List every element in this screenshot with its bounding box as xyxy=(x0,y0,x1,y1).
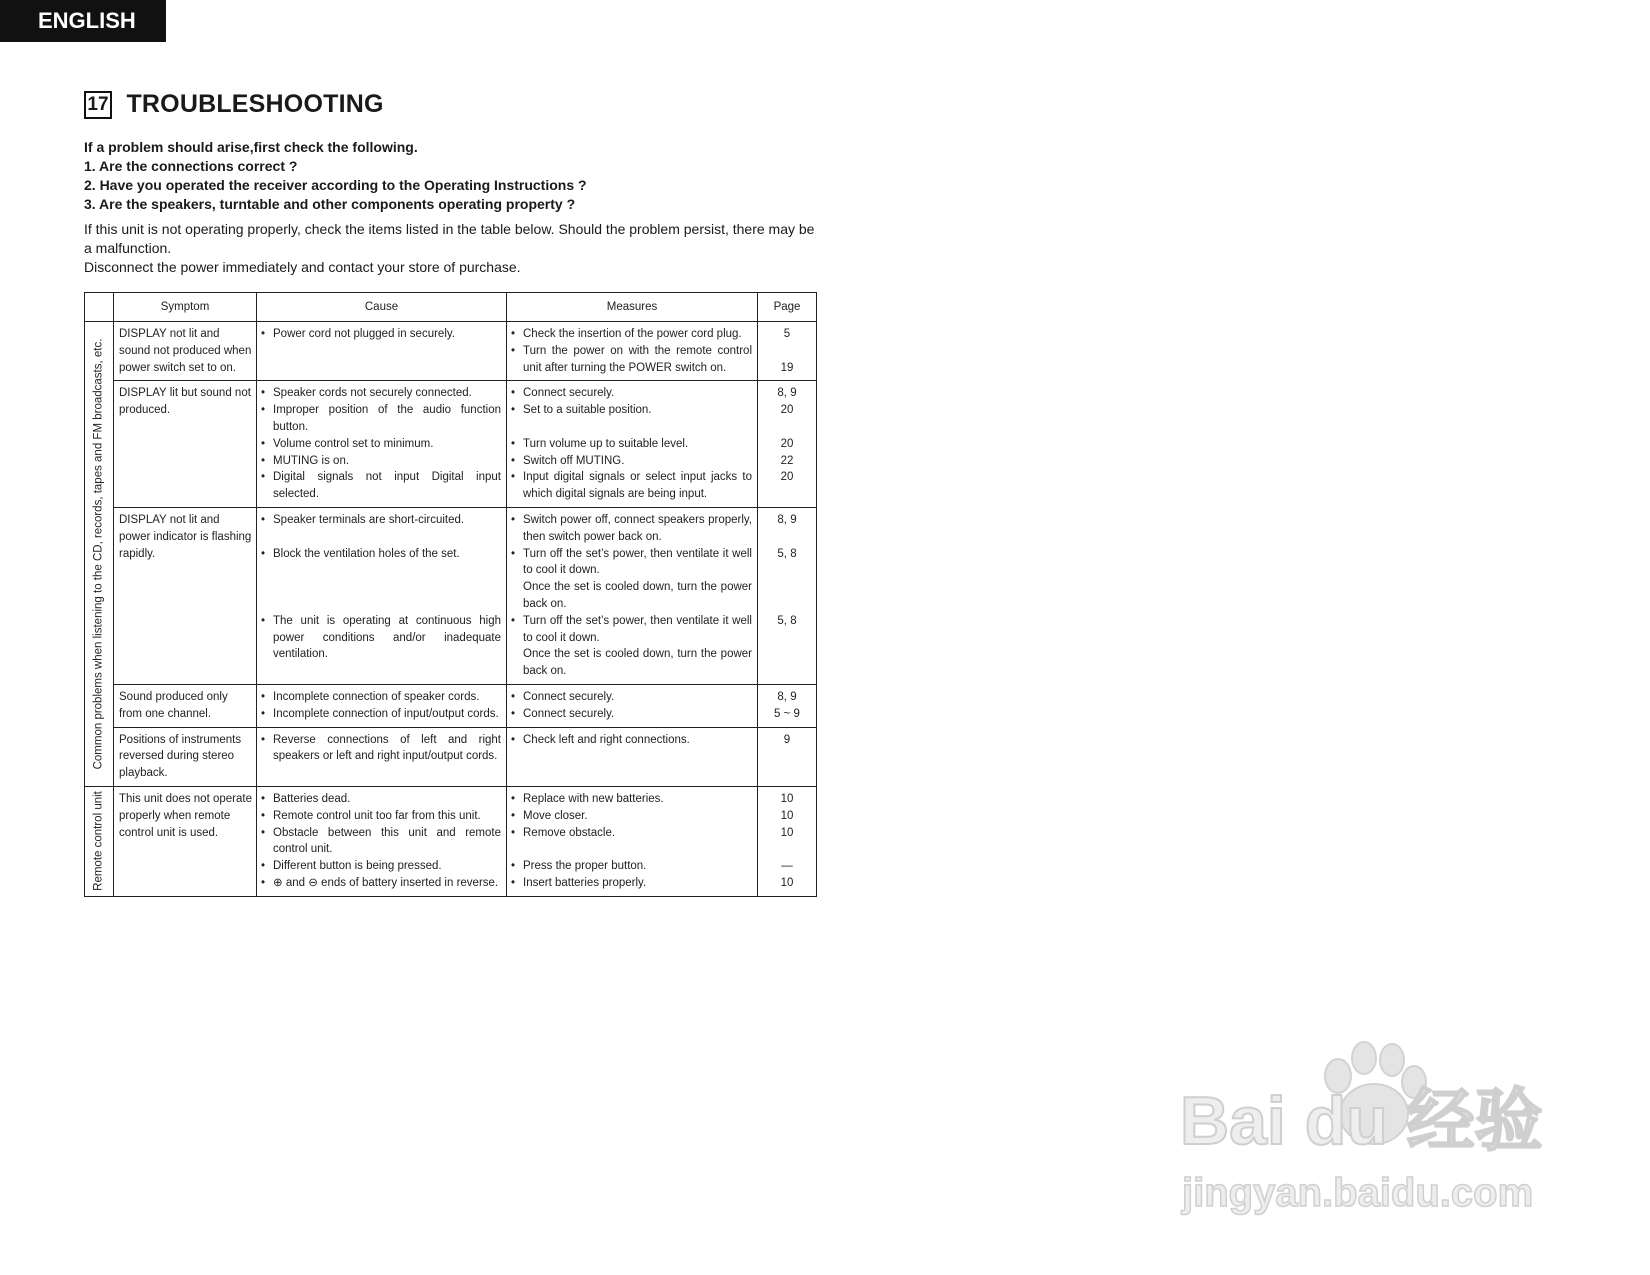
page-ref: 9 xyxy=(783,733,791,746)
cause-cell xyxy=(257,727,507,786)
group-label-text: Remote control unit xyxy=(92,791,105,892)
measure-item: • Connect securely. xyxy=(511,387,615,400)
cause-cell xyxy=(257,507,507,684)
measure-item: • Replace with new batteries. xyxy=(511,792,664,805)
measure-item: • Check left and right connections. xyxy=(511,733,690,746)
measure-item: • Set to a suitable position. xyxy=(511,404,652,417)
header-measures: Measures xyxy=(507,293,758,322)
measure-item: • Check the insertion of the power cord plug. xyxy=(511,328,742,340)
intro-text xyxy=(84,220,820,277)
symptom-cell: Positions of instruments reversed during stereo playback. xyxy=(114,727,257,786)
page-ref: 5, 8 xyxy=(777,547,797,560)
header-symptom: Symptom xyxy=(114,293,257,322)
measure-item: • Switch off MUTING. xyxy=(511,454,625,467)
cause-item: • Incomplete connection of input/output cords. xyxy=(261,707,499,720)
measure-item: • Remove obstacle. xyxy=(511,826,616,839)
header-page: Page xyxy=(758,293,817,322)
group-label-common xyxy=(85,322,114,787)
checklist-item: 2. Have you operated the receiver according to the Operating Instructions ? xyxy=(84,177,587,193)
group-label-remote xyxy=(85,786,114,896)
symptom-cell: Sound produced only from one channel. xyxy=(114,684,257,727)
measure-item: • Input digital signals or select input jacks to which digital signals are being input. xyxy=(511,471,752,501)
measure-item: • Turn off the set’s power, then ventilate it well to cool it down. xyxy=(511,614,752,644)
page-ref: 22 xyxy=(780,454,794,467)
page-ref: 5 ~ 9 xyxy=(774,707,800,720)
page-ref: 19 xyxy=(780,361,794,374)
measure-item: • Switch power off, connect speakers properly, then switch power back on. xyxy=(511,513,752,543)
page-cell xyxy=(758,684,817,727)
measure-item: • Connect securely. xyxy=(511,690,615,703)
cause-item: • Volume control set to minimum. xyxy=(261,437,434,450)
baidu-watermark xyxy=(1178,1028,1568,1228)
cause-item: • Speaker cords not securely connected. xyxy=(261,387,472,400)
checklist-item: 3. Are the speakers, turntable and other components operating property ? xyxy=(84,196,576,212)
cause-cell xyxy=(257,684,507,727)
measures-cell xyxy=(507,684,758,727)
page-ref: 20 xyxy=(780,471,794,484)
cause-item: • Speaker terminals are short-circuited. xyxy=(261,513,465,526)
cause-item: • Digital signals not input Digital input selected. xyxy=(261,471,501,501)
page-ref: 10 xyxy=(780,876,794,889)
page-ref: 20 xyxy=(780,404,794,417)
header-blank xyxy=(85,293,114,322)
page-ref: 8, 9 xyxy=(777,513,797,526)
page-ref: 10 xyxy=(780,792,794,805)
cause-item: • Power cord not plugged in securely. xyxy=(261,328,455,340)
measures-cell xyxy=(507,786,758,896)
intro-paragraph: Disconnect the power immediately and contact your store of purchase. xyxy=(84,259,521,275)
table-row xyxy=(85,381,817,508)
troubleshooting-table xyxy=(84,292,817,897)
measures-cell xyxy=(507,727,758,786)
measure-item: • Turn volume up to suitable level. xyxy=(511,437,689,450)
header-cause: Cause xyxy=(257,293,507,322)
checklist xyxy=(84,138,824,214)
page-cell xyxy=(758,507,817,684)
measure-item: • Turn off the set’s power, then ventilate it well to cool it down. xyxy=(511,547,752,577)
page-ref: 8, 9 xyxy=(777,387,797,400)
page-cell xyxy=(758,322,817,381)
cause-item: • MUTING is on. xyxy=(261,454,350,467)
page-cell xyxy=(758,727,817,786)
measure-continuation: Once the set is cooled down, turn the power back on. xyxy=(523,581,752,610)
symptom-cell: DISPLAY not lit and sound not produced when power switch set to on. xyxy=(114,322,257,381)
cause-cell xyxy=(257,322,507,381)
symptom-cell: DISPLAY lit but sound not produced. xyxy=(114,381,257,508)
cause-cell xyxy=(257,786,507,896)
table-header-row xyxy=(85,293,817,322)
cause-item: • Different button is being pressed. xyxy=(261,860,442,873)
section-heading xyxy=(84,90,384,120)
group-label-text: Common problems when listening to the CD, records, tapes and FM broadcasts, etc. xyxy=(92,338,105,770)
cause-cell xyxy=(257,381,507,508)
page-ref: 20 xyxy=(780,437,794,450)
table-row xyxy=(85,322,817,381)
table-row xyxy=(85,727,817,786)
checklist-item: 1. Are the connections correct ? xyxy=(84,158,298,174)
watermark-url: jingyan.baidu.com xyxy=(1182,1171,1534,1215)
cause-item: • Block the ventilation holes of the set. xyxy=(261,547,460,560)
table-row xyxy=(85,507,817,684)
measure-item: • Turn the power on with the remote control unit after turning the POWER switch on. xyxy=(511,344,752,374)
watermark-brand: Bai du 经验 xyxy=(1180,1083,1543,1159)
measure-continuation: Once the set is cooled down, turn the power back on. xyxy=(523,648,752,678)
measure-item: • Connect securely. xyxy=(511,707,615,720)
measure-item: • Press the proper button. xyxy=(511,860,647,873)
symptom-cell: This unit does not operate properly when remote control unit is used. xyxy=(114,786,257,896)
page-ref: 5 xyxy=(783,328,791,340)
cause-item: • Incomplete connection of speaker cords. xyxy=(261,690,480,703)
cause-item: • Remote control unit too far from this unit. xyxy=(261,809,481,822)
page-cell xyxy=(758,381,817,508)
page-ref: 5, 8 xyxy=(777,614,797,627)
measures-cell xyxy=(507,507,758,684)
cause-item: • Batteries dead. xyxy=(261,792,351,805)
cause-item: • ⊕ and ⊖ ends of battery inserted in reverse. xyxy=(261,876,499,889)
page-ref: 10 xyxy=(780,826,794,839)
language-tab: ENGLISH xyxy=(0,0,166,42)
cause-item: • Improper position of the audio function button. xyxy=(261,404,501,433)
measure-item: • Insert batteries properly. xyxy=(511,876,647,889)
cause-item: • The unit is operating at continuous high power conditions and/or inadequate ventilation. xyxy=(261,614,501,661)
page-ref: 10 xyxy=(780,809,794,822)
page-title: TROUBLESHOOTING xyxy=(126,90,384,118)
table-row xyxy=(85,684,817,727)
measure-item: • Move closer. xyxy=(511,809,588,822)
cause-item: • Reverse connections of left and right speakers or left and right input/output cords. xyxy=(261,733,501,763)
section-number: 17 xyxy=(84,91,112,119)
page-cell xyxy=(758,786,817,896)
measures-cell xyxy=(507,322,758,381)
page-ref: — xyxy=(781,860,793,873)
table-row xyxy=(85,786,817,896)
symptom-cell: DISPLAY not lit and power indicator is flashing rapidly. xyxy=(114,507,257,684)
page-ref: 8, 9 xyxy=(777,690,797,703)
measures-cell xyxy=(507,381,758,508)
intro-paragraph: If this unit is not operating properly, check the items listed in the table below. Should the problem persist, there may be a malfunction. xyxy=(84,221,815,256)
cause-item: • Obstacle between this unit and remote control unit. xyxy=(261,826,501,856)
checklist-lead: If a problem should arise,first check the following. xyxy=(84,139,418,155)
